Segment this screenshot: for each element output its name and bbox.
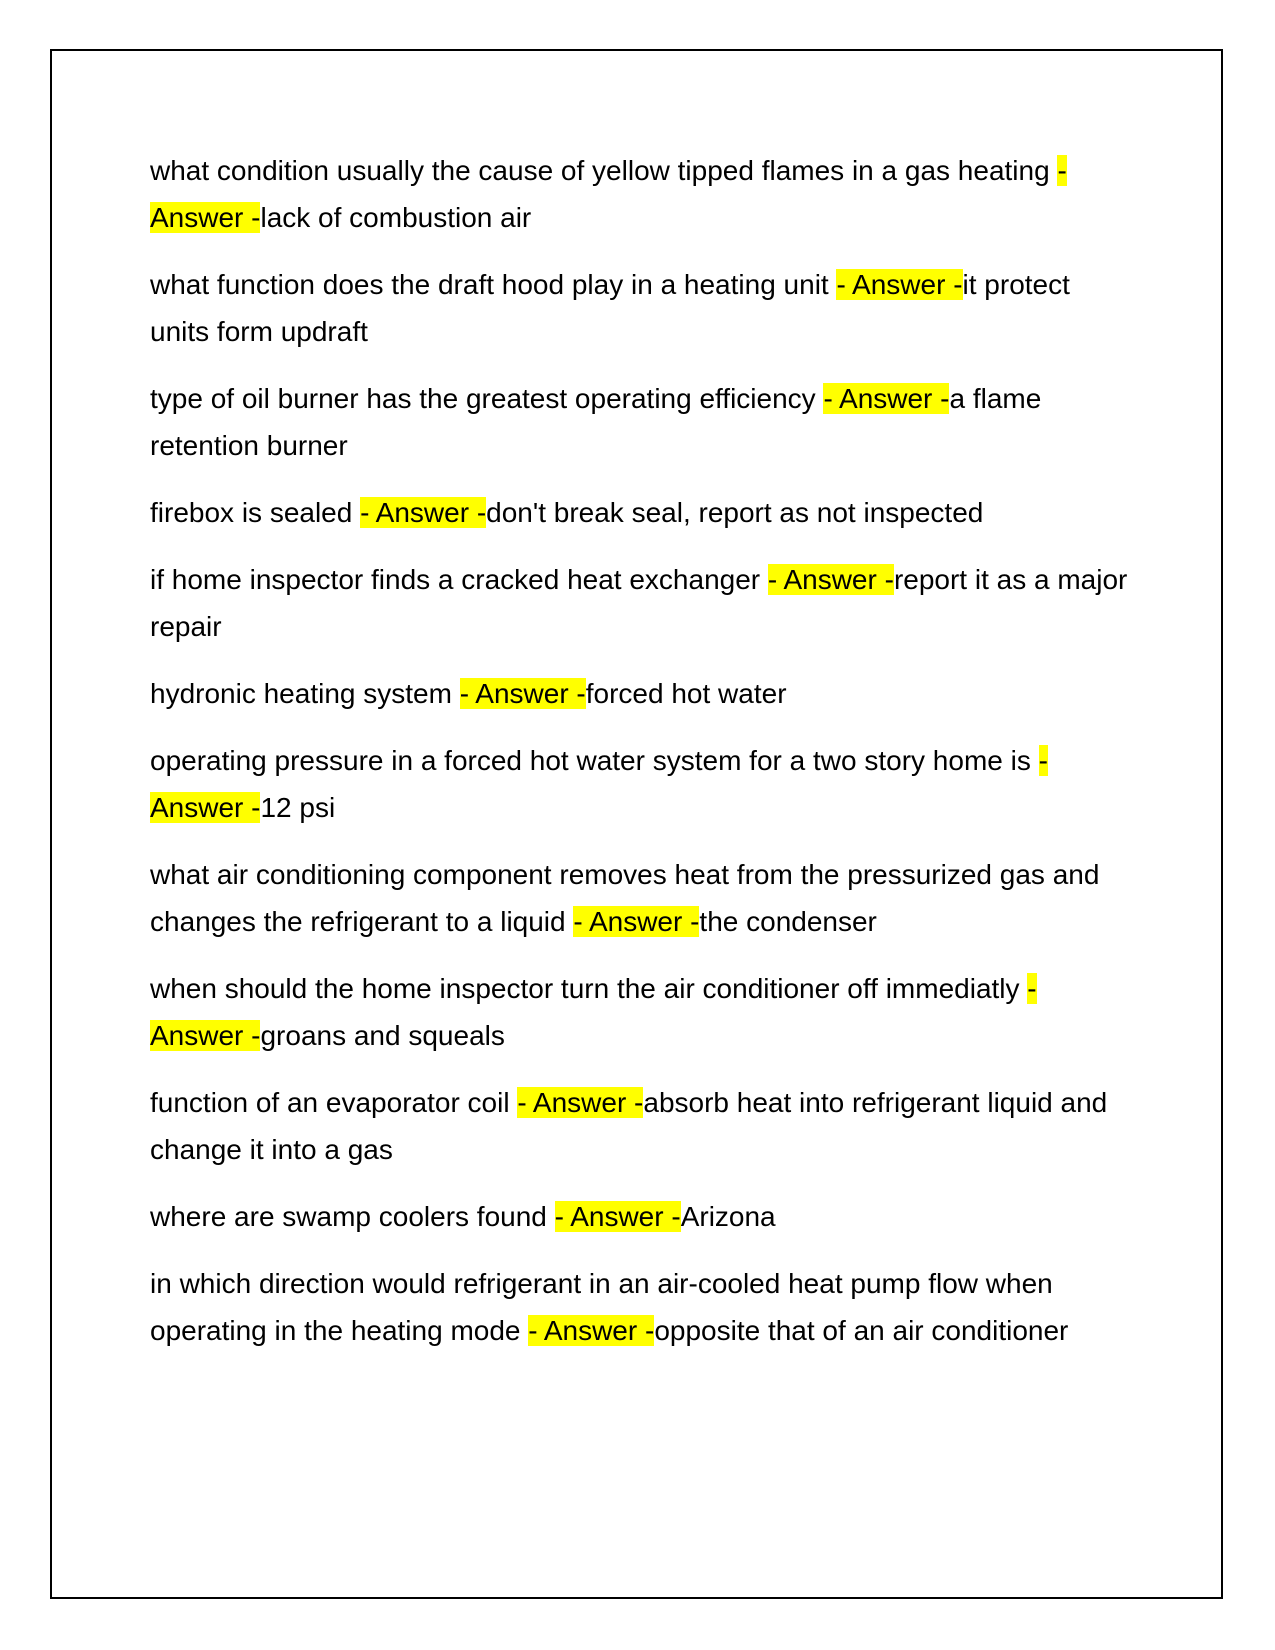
answer-separator: - Answer - [459, 678, 586, 709]
qa-item [150, 737, 1130, 831]
question-text: type of oil burner has the greatest operating efficiency [150, 383, 824, 414]
qa-item [150, 670, 1130, 717]
question-text: when should the home inspector turn the air conditioner off immediatly [150, 973, 1028, 1004]
question-text: operating pressure in a forced hot water system for a two story home is [150, 745, 1039, 776]
answer-text: report it as a major repair [150, 564, 1128, 642]
question-text: firebox is sealed [150, 497, 361, 528]
answer-text: Arizona [680, 1201, 776, 1232]
document-body [150, 147, 1130, 1374]
qa-item [150, 489, 1130, 536]
qa-item [150, 261, 1130, 355]
qa-item [150, 1079, 1130, 1173]
qa-item [150, 851, 1130, 945]
answer-separator: - Answer - [360, 497, 487, 528]
answer-text: opposite that of an air conditioner [654, 1315, 1069, 1346]
answer-text: it protect units form updraft [150, 269, 1070, 347]
answer-text: a flame retention burner [150, 383, 1042, 461]
question-text: what function does the draft hood play in a heating unit [150, 269, 837, 300]
question-text: in which direction would refrigerant in an air-cooled heat pump flow when operating in the heating mode [150, 1268, 1053, 1346]
answer-separator: - Answer - [573, 906, 700, 937]
question-text: what air conditioning component removes heat from the pressurized gas and changes the refrigerant to a liquid [150, 859, 1100, 937]
qa-item [150, 375, 1130, 469]
answer-separator: - Answer - [554, 1201, 681, 1232]
question-text: what condition usually the cause of yellow tipped flames in a gas heating [150, 155, 1058, 186]
question-text: if home inspector finds a cracked heat exchanger [150, 564, 768, 595]
question-text: function of an evaporator coil [150, 1087, 518, 1118]
qa-item [150, 965, 1130, 1059]
answer-text: groans and squeals [260, 1020, 505, 1051]
qa-item [150, 1193, 1130, 1240]
answer-separator: - Answer - [517, 1087, 644, 1118]
qa-item [150, 147, 1130, 241]
answer-separator: - Answer - [150, 973, 1037, 1051]
question-text: hydronic heating system [150, 678, 460, 709]
answer-separator: - Answer - [150, 745, 1048, 823]
answer-text: the condenser [699, 906, 877, 937]
question-text: where are swamp coolers found [150, 1201, 555, 1232]
answer-separator: - Answer - [528, 1315, 655, 1346]
answer-text: don't break seal, report as not inspected [486, 497, 984, 528]
answer-text: absorb heat into refrigerant liquid and change it into a gas [150, 1087, 1108, 1165]
answer-separator: - Answer - [767, 564, 894, 595]
qa-item [150, 1260, 1130, 1354]
answer-separator: - Answer - [150, 155, 1067, 233]
answer-text: 12 psi [260, 792, 336, 823]
qa-item [150, 556, 1130, 650]
answer-separator: - Answer - [823, 383, 950, 414]
answer-text: lack of combustion air [260, 202, 532, 233]
answer-text: forced hot water [585, 678, 787, 709]
answer-separator: - Answer - [836, 269, 963, 300]
